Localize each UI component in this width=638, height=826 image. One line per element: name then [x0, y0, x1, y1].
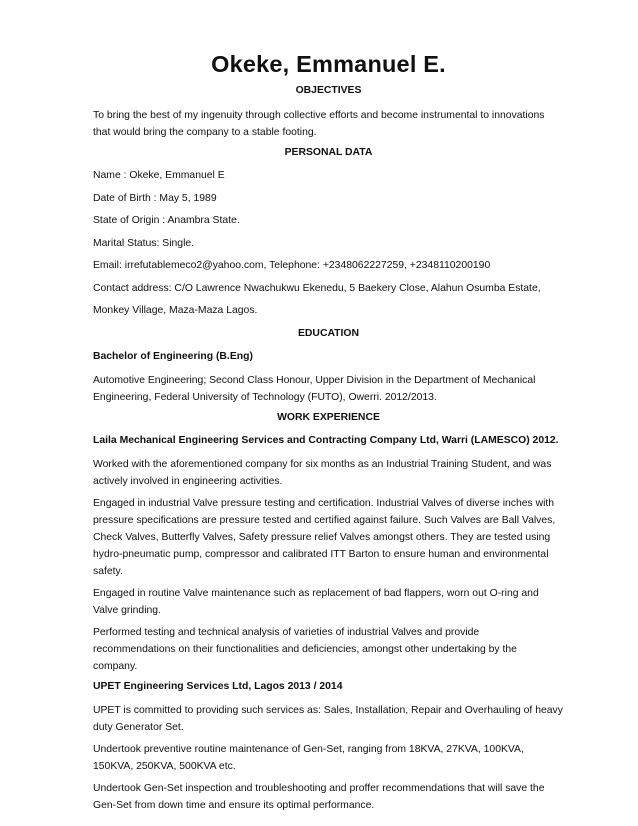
personal-name-line: Name : Okeke, Emmanuel E [93, 170, 225, 181]
job-paragraph: Undertook preventive routine maintenance of Gen-Set, ranging from 18KVA, 27KVA, 100KVA, 150KVA, 250KVA, 500KVA etc. [93, 743, 524, 772]
work-experience-heading: WORK EXPERIENCE [277, 411, 380, 423]
job-paragraph: UPET is committed to providing such services as: Sales, Installation, Repair and Overhauling of heavy duty Generator Set. [93, 704, 563, 733]
personal-marital-line: Marital Status: Single. [93, 237, 195, 249]
job-paragraph: Undertook Gen-Set inspection and troubleshooting and proffer recommendations that will save the Gen-Set from down time and ensure its optimal performance. [93, 782, 545, 811]
personal-address-line: Contact address: C/O Lawrence Nwachukwu Ekenedu, 5 Baekery Close, Alahun Osumba Estate, [93, 282, 541, 294]
objectives-heading: OBJECTIVES [295, 85, 362, 96]
personal-origin-line: State of Origin : Anambra State. [93, 215, 240, 226]
personal-dob-line: Date of Birth : May 5, 1989 [93, 192, 217, 204]
job-paragraph: Performed testing and technical analysis of varieties of industrial Valves and provide recommendations on their functionalities and deficiencies, amongst other undertaking by the company. [93, 626, 517, 672]
personal-address-line-2: Monkey Village, Maza-Maza Lagos. [93, 305, 258, 316]
education-heading: EDUCATION [298, 327, 359, 339]
job-paragraph: Engaged in routine Valve maintenance such as replacement of bad flappers, worn out O-ring and Valve grinding. [93, 587, 539, 616]
job-employer-lamesco: Laila Mechanical Engineering Services and Contracting Company Ltd, Warri (LAMESCO) 2012. [93, 434, 559, 446]
personal-contact-line: Email: irrefutablemeco2@yahoo.com, Telephone: +2348062227259, +2348110200190 [93, 260, 491, 271]
education-degree: Bachelor of Engineering (B.Eng) [93, 350, 253, 362]
job-paragraph: Worked with the aforementioned company for six months as an Industrial Training Student, and was actively involved in engineering activities. [93, 458, 552, 487]
job-employer-upet: UPET Engineering Services Ltd, Lagos 2013 / 2014 [93, 680, 343, 692]
personal-data-heading: PERSONAL DATA [284, 147, 373, 158]
objectives-text: To bring the best of my ingenuity through collective efforts and become instrumental to innovations that would bring the company to a stable footing. [93, 110, 545, 138]
resume-name: Okeke, Emmanuel E. [211, 51, 446, 77]
job-paragraph: Engaged in industrial Valve pressure testing and certification. Industrial Valves of diverse inches with pressure specifications are pressure tested and certified against failure. Such Valves are Ball Valves, Check Valves, Butterfly Valves, Safety pressure relief Valves amongst others. They are tested using hydro-pneumatic pump, compressor and calibrated ITT Barton to ensure human and environmental safety. [93, 497, 556, 577]
education-details: Automotive Engineering; Second Class Honour, Upper Division in the Department of Mechanical Engineering, Federal University of Technology (FUTO), Owerri. 2012/2013. [93, 374, 536, 403]
